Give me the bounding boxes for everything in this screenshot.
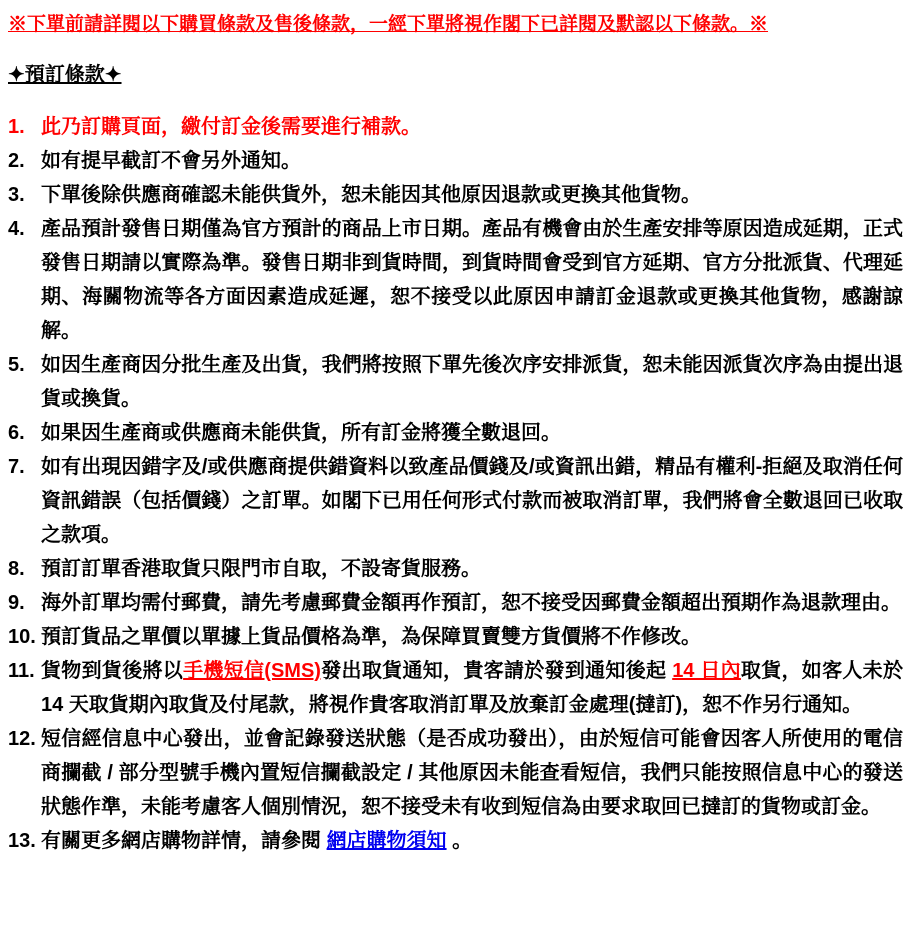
term-text [41,824,903,858]
term-item [8,450,903,552]
term-segment: 貨物到貨後將以 [41,660,184,682]
term-item [8,178,903,212]
term-segment: 預訂訂單香港取貨只限門市自取，不設寄貨服務。 [41,558,481,580]
term-number: 8. [8,558,25,580]
shop-guide-link[interactable]: 網店購物須知 [326,830,447,852]
term-text [41,586,903,620]
term-item [8,416,903,450]
term-text [41,178,903,212]
term-segment: 此乃訂購頁面，繳付訂金後需要進行補款。 [41,116,421,138]
term-number: 10. [8,626,36,648]
term-number: 4. [8,218,25,240]
term-segment: 海外訂單均需付郵費，請先考慮郵費金額再作預訂，恕不接受因郵費金額超出預期作為退款理由。 [41,592,901,614]
term-segment: 如有出現因錯字及/或供應商提供錯資料以致產品價錢及/或資訊出錯，精品有權利-拒絕及取消任何資訊錯誤（包括價錢）之訂單。如閣下已用任何形式付款而被取消訂單，我們將會全數退回已收取之款項。 [41,456,903,546]
section-heading: ✦預訂條款✦ [8,64,122,86]
term-segment: 如因生產商因分批生產及出貨，我們將按照下單先後次序安排派貨，恕未能因派貨次序為由提出退貨或換貨。 [41,354,903,410]
term-segment: 手機短信(SMS) [183,660,321,682]
term-text [41,620,903,654]
term-segment: 如果因生產商或供應商未能供貨，所有訂金將獲全數退回。 [41,422,561,444]
term-segment: 取貨，如客人未於 14 天取貨期內取貨及付尾款，將視作貴客取消訂單及放棄訂金處理(撻訂)，恕不作另行通知。 [41,660,903,716]
term-item [8,824,903,858]
term-text [41,110,903,144]
term-text [41,348,903,416]
term-segment: 短信經信息中心發出，並會記錄發送狀態（是否成功發出），由於短信可能會因客人所使用的電信商攔截 / 部分型號手機內置短信攔截設定 / 其他原因未能查看短信，我們只能按照信息中心的發送狀態作準，未能考慮客人個別情況，恕不接受未有收到短信為由要求取回已撻訂的貨物或訂金。 [41,728,903,818]
term-number: 11. [8,660,35,682]
term-text [41,212,903,348]
term-segment: 發出取貨通知，貴客請於發到通知後起 [320,660,673,682]
term-item [8,586,903,620]
terms-list [8,110,903,858]
term-number: 9. [8,592,25,614]
term-item [8,654,903,722]
term-number: 3. [8,184,25,206]
term-item [8,144,903,178]
term-text [41,654,903,722]
term-item [8,212,903,348]
term-text [41,450,903,552]
term-number: 13. [8,830,36,852]
term-segment: 預訂貨品之單價以單據上貨品價格為準，為保障買賣雙方貨價將不作修改。 [41,626,701,648]
term-segment: 下單後除供應商確認未能供貨外，恕未能因其他原因退款或更換其他貨物。 [41,184,701,206]
term-item [8,722,903,824]
term-number: 12. [8,728,36,750]
term-segment: 。 [446,830,473,852]
term-segment: 有關更多網店購物詳情，請參閱 [41,830,327,852]
term-text [41,144,903,178]
term-number: 5. [8,354,25,376]
term-segment: 產品預計發售日期僅為官方預計的商品上市日期。產品有機會由於生產安排等原因造成延期，正式發售日期請以實際為準。發售日期非到貨時間，到貨時間會受到官方延期、官方分批派貨、代理延期、海關物流等各方面因素造成延遲，恕不接受以此原因申請訂金退款或更換其他貨物，感謝諒解。 [41,218,903,342]
term-item [8,348,903,416]
term-item [8,620,903,654]
term-segment: 14 日內 [672,660,741,682]
term-text [41,416,903,450]
term-number: 7. [8,456,25,478]
term-segment: 如有提早截訂不會另外通知。 [41,150,301,172]
term-number: 6. [8,422,25,444]
term-text [41,552,903,586]
term-number: 2. [8,150,25,172]
term-item [8,552,903,586]
term-text [41,722,903,824]
term-item [8,110,903,144]
term-number: 1. [8,116,25,138]
notice-title: ※下單前請詳閱以下購買條款及售後條款，一經下單將視作閣下已詳閱及默認以下條款。※ [8,14,769,35]
